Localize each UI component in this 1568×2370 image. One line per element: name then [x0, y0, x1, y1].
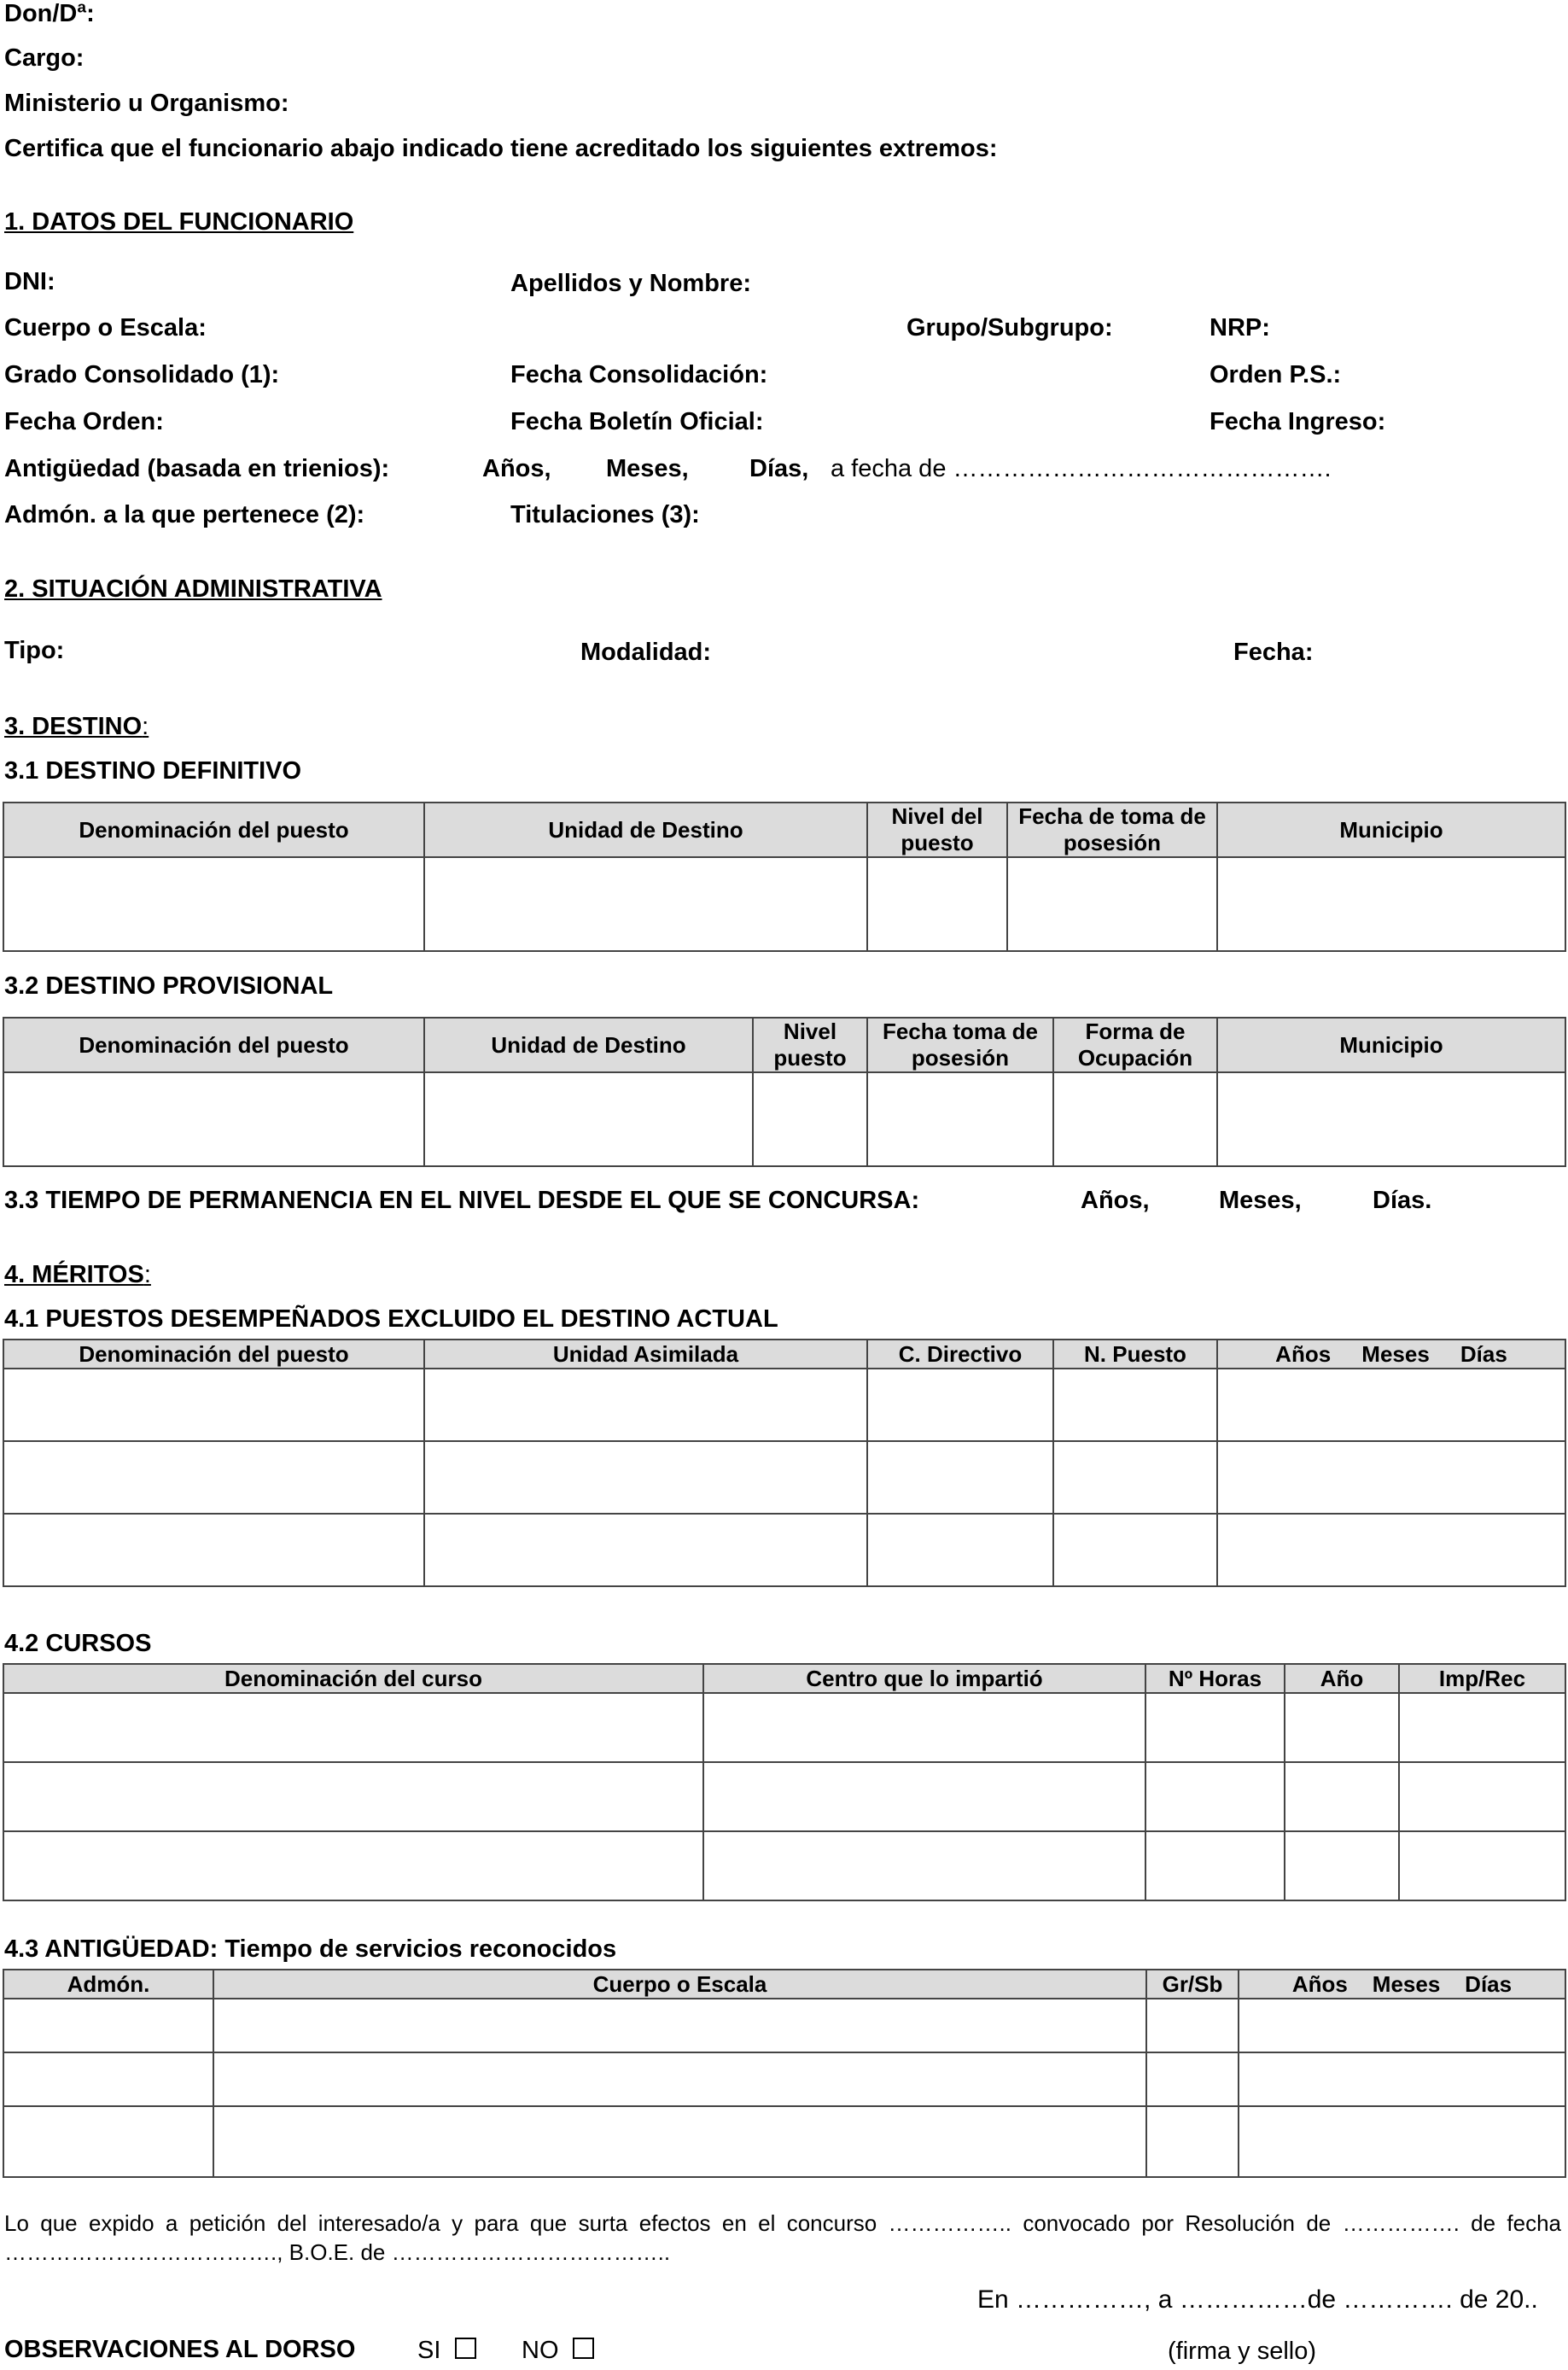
- table-cell[interactable]: [3, 2106, 213, 2177]
- table-cell[interactable]: [1053, 1072, 1217, 1166]
- col-denominacion: Denominación del puesto: [3, 803, 424, 857]
- situacion-fecha-label: Fecha:: [1233, 639, 1314, 666]
- nrp-label: NRP:: [1210, 314, 1270, 341]
- admon-label: Admón. a la que pertenece (2):: [4, 501, 365, 528]
- grado-label: Grado Consolidado (1):: [4, 361, 280, 388]
- table-row: [3, 1999, 1565, 2052]
- col-forma-ocupacion: Forma de Ocupación: [1053, 1018, 1217, 1072]
- table-row: [3, 1072, 1565, 1166]
- table-cell[interactable]: [1053, 1514, 1217, 1586]
- table-cell[interactable]: [1145, 1762, 1285, 1831]
- table-cell[interactable]: [1217, 1441, 1565, 1514]
- titulaciones-label: Titulaciones (3):: [510, 501, 700, 528]
- table-cell[interactable]: [1239, 1999, 1565, 2052]
- table-row: [3, 1441, 1565, 1514]
- table-row: [3, 1369, 1565, 1441]
- table-cell[interactable]: [1285, 1762, 1399, 1831]
- permanencia-dias: Días.: [1373, 1187, 1432, 1214]
- table-cell[interactable]: [3, 1693, 703, 1762]
- section-1-title: 1. DATOS DEL FUNCIONARIO: [4, 208, 354, 236]
- tipo-label: Tipo:: [4, 637, 65, 664]
- table-cell[interactable]: [3, 2052, 213, 2106]
- section-3-1-title: 3.1 DESTINO DEFINITIVO: [4, 757, 302, 785]
- fecha-ingreso-label: Fecha Ingreso:: [1210, 408, 1386, 435]
- table-cell[interactable]: [867, 1441, 1053, 1514]
- apellidos-label: Apellidos y Nombre:: [510, 270, 751, 297]
- table-cell[interactable]: [3, 1514, 424, 1586]
- table-cell[interactable]: [213, 2052, 1146, 2106]
- table-cell[interactable]: [213, 1999, 1146, 2052]
- section-4-title: [4, 1263, 151, 1287]
- col-centro: Centro que lo impartió: [703, 1664, 1145, 1693]
- table-cell[interactable]: [1146, 1999, 1239, 2052]
- col-fecha-toma: Fecha de toma de posesión: [1007, 803, 1217, 857]
- section-3-colon: :: [142, 713, 149, 740]
- table-cell[interactable]: [703, 1693, 1145, 1762]
- expido-text: Lo que expido a petición del interesado/a y para que surta efectos en el concurso …………….. convocado por Resolución de ……………. de fecha: [4, 2212, 1561, 2236]
- col-unidad-destino: Unidad de Destino: [424, 1018, 753, 1072]
- section-2-title: 2. SITUACIÓN ADMINISTRATIVA: [4, 575, 382, 603]
- table-cell[interactable]: [1399, 1693, 1565, 1762]
- col-unidad-destino: Unidad de Destino: [424, 803, 867, 857]
- table-row: [3, 857, 1565, 951]
- table-cell[interactable]: [1217, 1072, 1565, 1166]
- antiguedad-dias: Días,: [749, 455, 809, 482]
- permanencia-anos: Años,: [1081, 1187, 1150, 1214]
- table-cell[interactable]: [1399, 1831, 1565, 1900]
- firma-label: (firma y sello): [1168, 2338, 1317, 2365]
- table-cell[interactable]: [1146, 2052, 1239, 2106]
- table-row: [3, 1514, 1565, 1586]
- destino-definitivo-table: [3, 802, 1566, 952]
- permanencia-meses: Meses,: [1219, 1187, 1302, 1214]
- table-row: [3, 1693, 1565, 1762]
- col-cuerpo-escala: Cuerpo o Escala: [213, 1970, 1146, 1999]
- fecha-boletin-label: Fecha Boletín Oficial:: [510, 408, 764, 435]
- col-anos-meses-dias: Años Meses Días: [1239, 1970, 1565, 1999]
- section-3-title: [4, 715, 149, 739]
- table-row: [3, 2106, 1565, 2177]
- table-cell[interactable]: [753, 1072, 867, 1166]
- col-municipio: Municipio: [1217, 803, 1565, 857]
- section-4-title-text: 4. MÉRITOS: [4, 1261, 144, 1288]
- lugar-fecha-text: En ……………, a ……………de …………. de 20..: [977, 2285, 1538, 2314]
- col-fecha-toma: Fecha toma de posesión: [867, 1018, 1053, 1072]
- si-checkbox[interactable]: [455, 2338, 476, 2359]
- col-horas: Nº Horas: [1145, 1664, 1285, 1693]
- col-imp-rec: Imp/Rec: [1399, 1664, 1565, 1693]
- table-cell[interactable]: [867, 1369, 1053, 1441]
- observaciones-label: OBSERVACIONES AL DORSO: [4, 2336, 356, 2363]
- antiguedad-fecha: a fecha de ……………………………………….: [831, 455, 1332, 482]
- table-cell[interactable]: [1053, 1441, 1217, 1514]
- table-cell[interactable]: [3, 1369, 424, 1441]
- col-admon: Admón.: [3, 1970, 213, 1999]
- fecha-consolidacion-label: Fecha Consolidación:: [510, 361, 768, 388]
- grupo-label: Grupo/Subgrupo:: [906, 314, 1113, 341]
- section-3-2-title: 3.2 DESTINO PROVISIONAL: [4, 972, 334, 1000]
- dni-label: DNI:: [4, 268, 55, 295]
- fecha-orden-label: Fecha Orden:: [4, 408, 164, 435]
- si-label: SI: [417, 2337, 441, 2364]
- antiguedad-meses: Meses,: [606, 455, 689, 482]
- cursos-table: [3, 1663, 1566, 1901]
- table-cell[interactable]: [1239, 2052, 1565, 2106]
- table-cell[interactable]: [3, 1441, 424, 1514]
- col-nivel: Nivel del puesto: [867, 803, 1007, 857]
- don-label: Don/Dª:: [4, 0, 95, 27]
- col-c-directivo: C. Directivo: [867, 1340, 1053, 1369]
- table-cell[interactable]: [1145, 1693, 1285, 1762]
- table-cell[interactable]: [3, 1999, 213, 2052]
- table-cell[interactable]: [867, 1514, 1053, 1586]
- table-cell[interactable]: [424, 1072, 753, 1166]
- table-row: [3, 1762, 1565, 1831]
- si-option[interactable]: [417, 2338, 476, 2363]
- table-cell[interactable]: [424, 1514, 867, 1586]
- table-cell[interactable]: [1217, 857, 1565, 951]
- col-denominacion-curso: Denominación del curso: [3, 1664, 703, 1693]
- col-gr-sb: Gr/Sb: [1146, 1970, 1239, 1999]
- no-label: NO: [522, 2337, 559, 2364]
- antiguedad-table: [3, 1969, 1566, 2178]
- table-cell[interactable]: [867, 857, 1007, 951]
- ministerio-label: Ministerio u Organismo:: [4, 90, 289, 117]
- table-cell[interactable]: [3, 1762, 703, 1831]
- col-municipio: Municipio: [1217, 1018, 1565, 1072]
- cuerpo-label: Cuerpo o Escala:: [4, 314, 207, 341]
- certifica-text: Certifica que el funcionario abajo indicado tiene acreditado los siguientes extremos:: [4, 135, 998, 162]
- table-cell[interactable]: [1145, 1831, 1285, 1900]
- table-cell[interactable]: [213, 2106, 1146, 2177]
- table-cell[interactable]: [703, 1831, 1145, 1900]
- antiguedad-anos: Años,: [482, 455, 551, 482]
- table-cell[interactable]: [3, 1072, 424, 1166]
- table-row: [3, 2052, 1565, 2106]
- cargo-label: Cargo:: [4, 44, 85, 72]
- table-cell[interactable]: [3, 857, 424, 951]
- section-4-1-title: 4.1 PUESTOS DESEMPEÑADOS EXCLUIDO EL DESTINO ACTUAL: [4, 1305, 778, 1333]
- table-cell[interactable]: [3, 1831, 703, 1900]
- col-denominacion: Denominación del puesto: [3, 1340, 424, 1369]
- table-cell[interactable]: [1007, 857, 1217, 951]
- table-cell[interactable]: [1239, 2106, 1565, 2177]
- table-cell[interactable]: [1146, 2106, 1239, 2177]
- antiguedad-label: Antigüedad (basada en trienios):: [4, 455, 390, 482]
- no-checkbox[interactable]: [573, 2338, 594, 2359]
- puestos-table: [3, 1339, 1566, 1587]
- table-cell[interactable]: [1285, 1831, 1399, 1900]
- col-denominacion: Denominación del puesto: [3, 1018, 424, 1072]
- table-cell[interactable]: [424, 857, 867, 951]
- table-cell[interactable]: [424, 1441, 867, 1514]
- boe-text: ………………………………., B.O.E. de ………………………………..: [4, 2239, 671, 2265]
- table-cell[interactable]: [703, 1762, 1145, 1831]
- table-cell[interactable]: [1217, 1514, 1565, 1586]
- modalidad-label: Modalidad:: [580, 639, 712, 666]
- section-3-3-title: 3.3 TIEMPO DE PERMANENCIA EN EL NIVEL DESDE EL QUE SE CONCURSA:: [4, 1187, 920, 1214]
- col-ano: Año: [1285, 1664, 1399, 1693]
- destino-provisional-table: [3, 1017, 1566, 1167]
- table-cell[interactable]: [1217, 1369, 1565, 1441]
- section-4-2-title: 4.2 CURSOS: [4, 1630, 152, 1657]
- no-option[interactable]: [522, 2338, 594, 2363]
- col-nivel: Nivel puesto: [753, 1018, 867, 1072]
- table-cell[interactable]: [867, 1072, 1053, 1166]
- col-anos-meses-dias: Años Meses Días: [1217, 1340, 1565, 1369]
- table-cell[interactable]: [1399, 1762, 1565, 1831]
- col-unidad-asimilada: Unidad Asimilada: [424, 1340, 867, 1369]
- col-n-puesto: N. Puesto: [1053, 1340, 1217, 1369]
- section-3-title-text: 3. DESTINO: [4, 713, 143, 740]
- table-cell[interactable]: [424, 1369, 867, 1441]
- table-cell[interactable]: [1285, 1693, 1399, 1762]
- section-4-3-title: 4.3 ANTIGÜEDAD: Tiempo de servicios reconocidos: [4, 1935, 617, 1963]
- table-row: [3, 1831, 1565, 1900]
- orden-ps-label: Orden P.S.:: [1210, 361, 1342, 388]
- table-cell[interactable]: [1053, 1369, 1217, 1441]
- section-4-colon: :: [143, 1261, 151, 1288]
